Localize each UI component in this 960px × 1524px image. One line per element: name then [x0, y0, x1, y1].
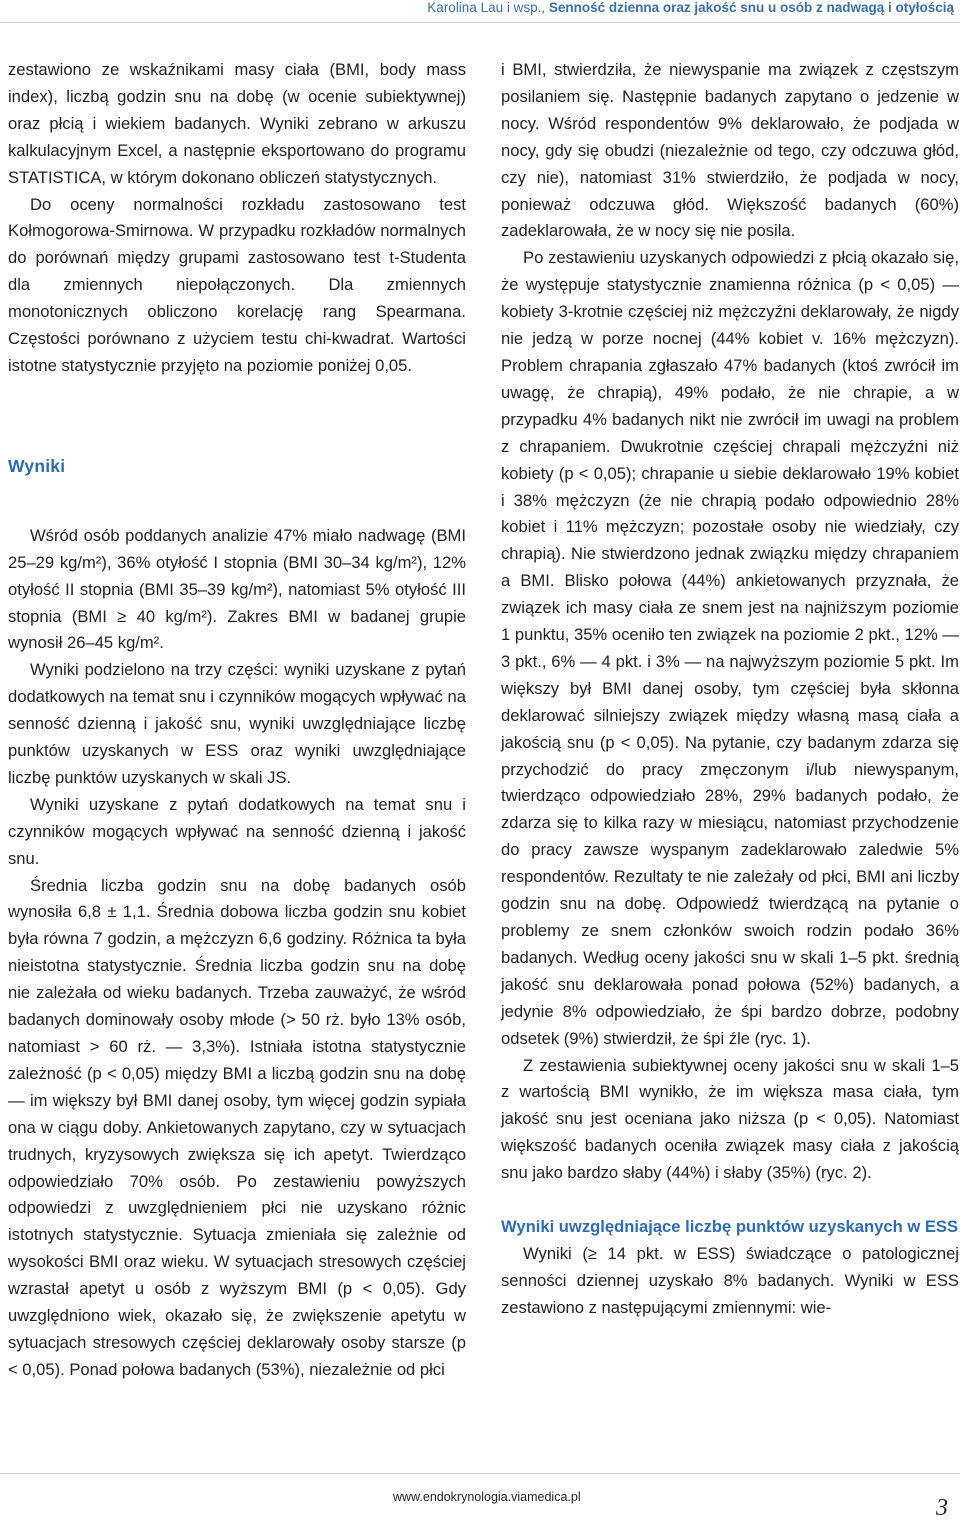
paragraph: Z zestawienia subiektywnej oceny jakości snu w skali 1–5 z wartością BMI wynikło, że im większa masa ciała, tym jakość snu jest oceniana jako niższa (p < 0,05). Natomiast większość badanych oceniła związek masy ciała z jakością snu jako bardzo słaby (44%) i słaby (35%) (ryc. 2). — [501, 1055, 959, 1183]
running-header-text — [427, 0, 954, 16]
paragraph: Wyniki (≥ 14 pkt. w ESS) świadczące o patologicznej senności dziennej uzyskało 8% badanych. Wyniki w ESS zestawiono z następującymi zmiennymi: wie- — [501, 1243, 959, 1317]
paragraph: Wśród osób poddanych analizie 47% miało nadwagę (BMI 25–29 kg/m²), 36% otyłość I stopnia (BMI 30–34 kg/m²), 12% otyłość II stopnia (BMI 35–39 kg/m²), natomiast 5% otyłość III stopnia (BMI ≥ 40 kg/m²). Zakres BMI w badanej grupie wynosił 26–45 kg/m². — [8, 525, 466, 653]
header-author: Karolina Lau i wsp. — [427, 0, 542, 15]
subsection-heading-ess: Wyniki uwzględniające liczbę punktów uzyskanych w ESS — [501, 1217, 959, 1237]
paragraph: Średnia liczba godzin snu na dobę badanych osób wynosiła 6,8 ± 1,1. Średnia dobowa liczba godzin snu kobiet była równa 7 godzin, a mężczyzn 6,6 godziny. Różnica ta była nieistotna statystycznie. Średnia liczba godzin snu na dobę nie zależała od wieku badanych. Trzeba zauważyć, że wśród badanych dominowały osoby młode (> 50 rż. było 13% osób, natomiast > 60 rż. — 3,3%). Istniała istotna statystycznie zależność (p < 0,05) między BMI a liczbą godzin snu na dobę — im większy był BMI danej osoby, tym więcej godzin sypiała ona w ciągu doby. Ankietowanych zapytano, czy w sytuacjach trudnych, kryzysowych zwiększa się ich apetyt. Twierdząco odpowiedziało 70% osób. Po zestawieniu powyższych odpowiedzi z uwzględnieniem płci nie uzyskano różnic istotnych statystycznie. Sytuacja zmieniała się zależnie od wysokości BMI oraz wieku. W sytuacjach stresowych częściej wzrastał apetyt u osób z wyższym BMI (p < 0,05). Gdy uwzględniono wiek, okazało się, że zwiększenie apetytu w sytuacjach stresowych częściej deklarowały osoby starsze (p < 0,05). Ponad połowa badanych (53%), niezależnie od płci — [8, 875, 466, 1379]
paragraph: i BMI, stwierdziła, że niewyspanie ma związek z częstszym posilaniem się. Następnie badanych zapytano o jedzenie w nocy. Wśród respondentów 9% deklarowało, że podjada w nocy, gdy się obudzi (niezależnie od tego, czy odczuwa głód, czy nie), natomiast 31% stwierdziło, że podjada w nocy, ponieważ odczuwa głód. Większość badanych (60%) zadeklarowała, że w nocy się nie posila. — [501, 60, 959, 241]
paragraph: Wyniki uzyskane z pytań dodatkowych na temat snu i czynników mogących wpływać na senność dzienną i jakość snu. — [8, 794, 466, 868]
paragraph: zestawiono ze wskaźnikami masy ciała (BMI, body mass index), liczbą godzin snu na dobę (w ocenie subiektywnej) oraz płcią i wiekiem badanych. Wyniki zebrano w arkuszu kalkulacyjnym Excel, a następnie eksportowano do programu STATISTICA, w którym dokonano obliczeń statystycznych. — [8, 60, 466, 187]
right-column — [501, 57, 959, 1322]
page-number: 3 — [936, 1495, 948, 1521]
footer-divider — [0, 1473, 960, 1474]
journal-url[interactable]: www.endokrynologia.viamedica.pl — [393, 1490, 581, 1504]
header-divider — [0, 22, 960, 23]
header-article-title: Senność dzienna oraz jakość snu u osób z nadwagą i otyłością — [548, 0, 954, 15]
header-separator: , — [541, 0, 549, 15]
section-heading-results: Wyniki — [8, 455, 66, 476]
paragraph: Po zestawieniu uzyskanych odpowiedzi z płcią okazało się, że występuje statystycznie znamienna różnica (p < 0,05) — kobiety 3-krotnie częściej niż mężczyźni deklarowały, że nigdy nie jedzą w porze nocnej (44% kobiet v. 16% mężczyzn). Problem chrapania zgłaszało 47% badanych (ktoś zwrócił im uwagę, że chrapią), 49% podało, że nie chrapie, a w przypadku 4% badanych nikt nie zwrócił im uwagi na problem z chrapaniem. Dwukrotnie częściej chrapali mężczyźni niż kobiety (p < 0,05); chrapanie u siebie deklarowało 19% kobiet i 38% mężczyzn (że nie chrapią podało odpowiednio 28% kobiet i 11% mężczyzn; pozostałe osoby nie wiedziały, czy chrapią). Nie stwierdzono jednak związku między chrapaniem a BMI. Blisko połowa (44%) ankietowanych przyznała, że związek ich masy ciała ze snem jest na najniższym poziomie 1 punktu, 35% oceniło ten związek na poziomie 2 pkt., 12% — 3 pkt., 6% — 4 pkt. i 3% — na najwyższym poziomie 5 pkt. Im większy był BMI danej osoby, tym częściej była skłonna deklarować silniejszy związek między własną masą ciała a jakością snu (p < 0,05). Na pytanie, czy badanym zdarza się przychodzić do pracy zmęczonym i/lub niewyspanym, twierdząco odpowiedziało 28%, 29% badanych podało, że zdarza się to kilka razy w miesiącu, natomiast przychodzenie do pracy zawsze wyspanym zadeklarowało zaledwie 5% respondentów. Rezultaty te nie zależały od płci, BMI ani liczby godzin snu na dobę. Odpowiedź twierdzącą na pytanie o problemy ze snem członków swoich rodzin podało 36% badanych. Według oceny jakości snu w skali 1–5 pkt. średnią jakość snu deklarowała ponad połowa (52%) badanych, a jedynie 8% odpowiedziało, że śpi bardzo dobrze, podobny odsetek (9%) stwierdził, że śpi źle (ryc. 1). — [501, 248, 959, 1048]
running-header — [0, 0, 960, 24]
left-column — [8, 57, 466, 1384]
paragraph: Do oceny normalności rozkładu zastosowano test Kołmogorowa-Smirnowa. W przypadku rozkładów normalnych do porównań między grupami zastosowano test t-Studenta dla zmiennych niepołączonych. Dla zmiennych monotonicznych obliczono korelację rang Spearmana. Częstości porównano z użyciem testu chi-kwadrat. Wartości istotne statystycznie przyjęto na poziomie poniżej 0,05. — [8, 194, 466, 375]
paragraph: Wyniki podzielono na trzy części: wyniki uzyskane z pytań dodatkowych na temat snu i czynników mogących wpływać na senność dzienną i jakość snu, wyniki uwzględniające liczbę punktów uzyskanych w ESS oraz wyniki uwzględniające liczbę punktów uzyskanych w skali JS. — [8, 660, 466, 787]
